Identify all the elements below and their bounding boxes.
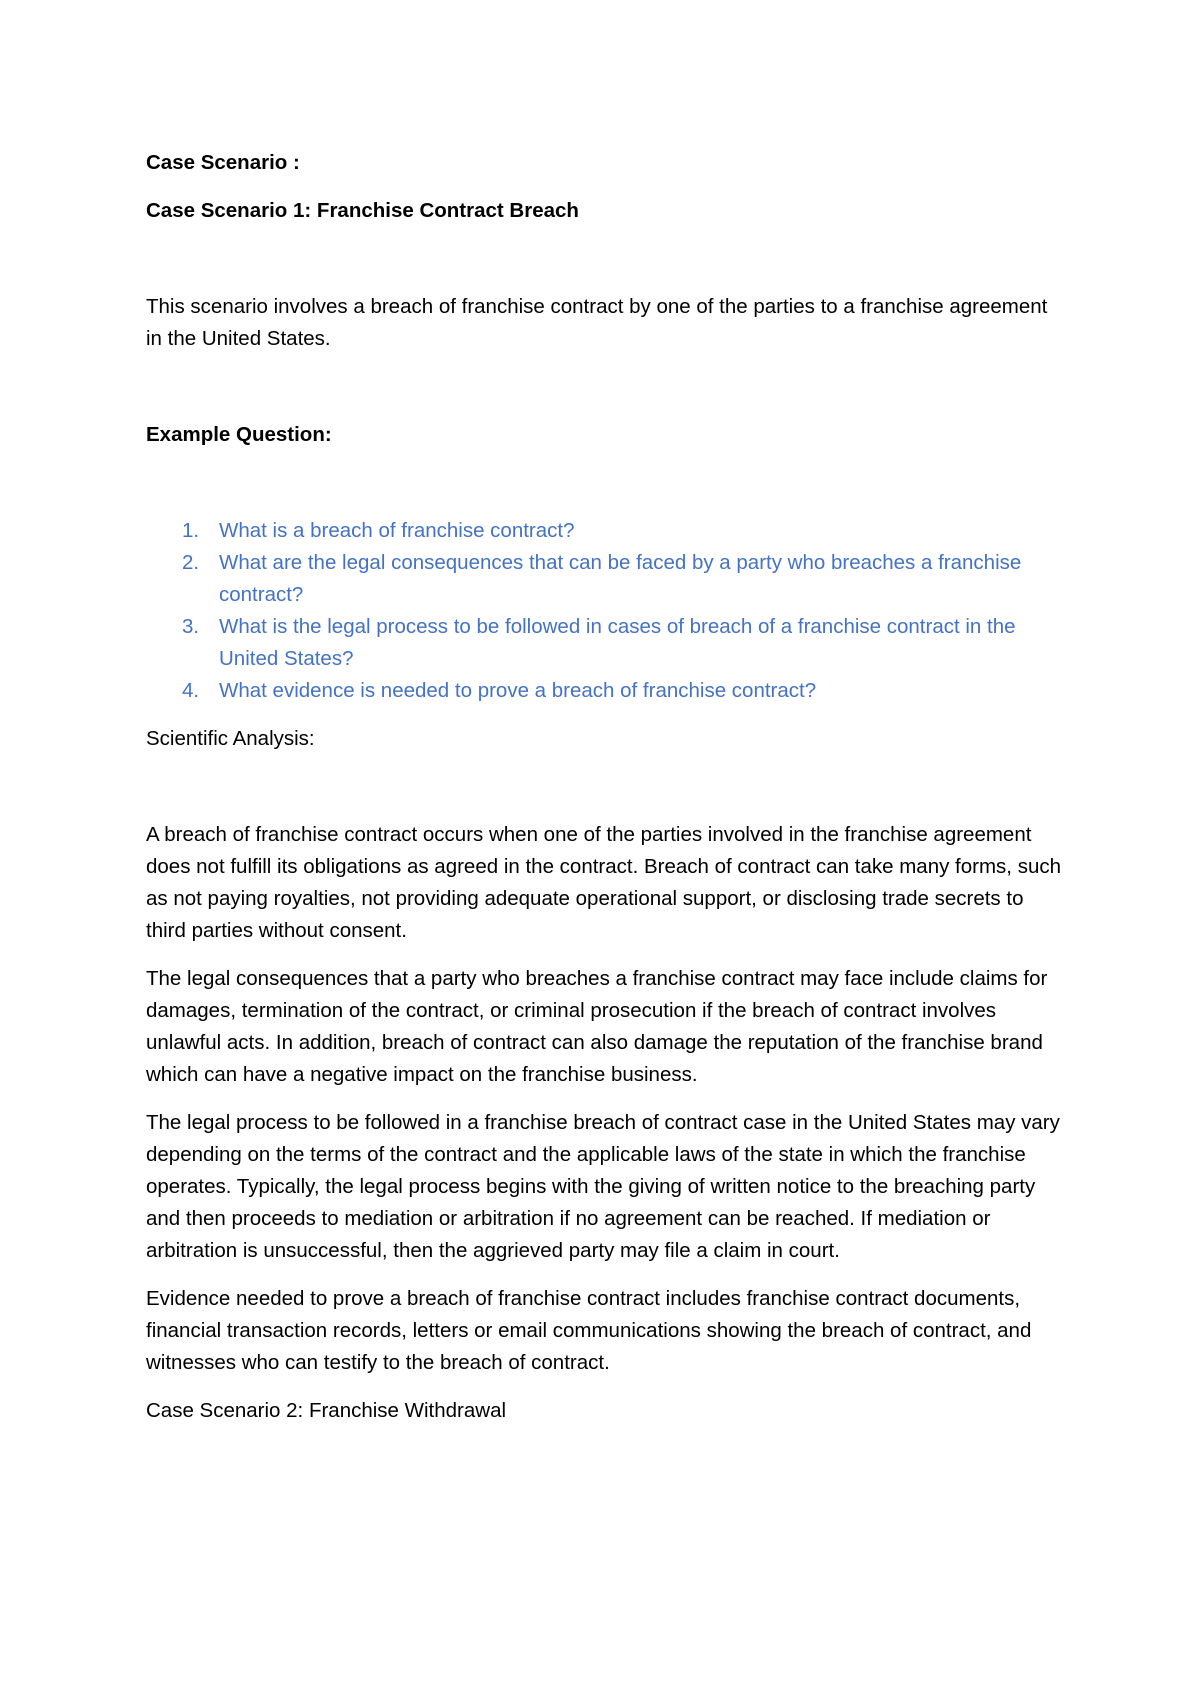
intro-paragraph: This scenario involves a breach of franchise contract by one of the parties to a franchise agreement in the United States. xyxy=(146,295,1048,350)
question-text: What are the legal consequences that can be faced by a party who breaches a franchise contract? xyxy=(219,551,1022,606)
question-item xyxy=(182,611,1066,675)
document-content xyxy=(146,147,1066,1443)
question-item xyxy=(182,547,1066,611)
page-title: Case Scenario : xyxy=(146,151,300,174)
analysis-paragraph: A breach of franchise contract occurs when one of the parties involved in the franchise agreement does not fulfill its obligations as agreed in the contract. Breach of contract can take many forms, such as not paying royalties, not providing adequate operational support, or disclosing trade secrets to third parties without consent. xyxy=(146,823,1062,942)
question-text: What evidence is needed to prove a breach of franchise contract? xyxy=(219,679,817,702)
next-scenario-heading: Case Scenario 2: Franchise Withdrawal xyxy=(146,1399,507,1422)
analysis-paragraph: The legal process to be followed in a franchise breach of contract case in the United States may vary depending on the terms of the contract and the applicable laws of the state in which the franchise operates. Typically, the legal process begins with the giving of written notice to the breaching party and then proceeds to mediation or arbitration if no agreement can be reached. If mediation or arbitration is unsuccessful, then the aggrieved party may file a claim in court. xyxy=(146,1111,1060,1262)
question-number: 4. xyxy=(182,679,200,702)
question-number: 2. xyxy=(182,551,200,574)
question-text: What is a breach of franchise contract? xyxy=(219,519,575,542)
question-item xyxy=(182,675,1066,707)
scenario-title: Case Scenario 1: Franchise Contract Breach xyxy=(146,199,579,222)
question-number: 3. xyxy=(182,615,200,638)
example-question-label: Example Question: xyxy=(146,423,332,446)
analysis-heading: Scientific Analysis: xyxy=(146,727,315,750)
analysis-paragraph: The legal consequences that a party who breaches a franchise contract may face include claims for damages, termination of the contract, or criminal prosecution if the breach of contract involves unlawful acts. In addition, breach of contract can also damage the reputation of the franchise brand which can have a negative impact on the franchise business. xyxy=(146,967,1048,1086)
question-number: 1. xyxy=(182,519,200,542)
question-text: What is the legal process to be followed in cases of breach of a franchise contract in the United States? xyxy=(219,615,1016,670)
question-list xyxy=(146,515,1066,707)
question-item xyxy=(182,515,1066,547)
analysis-paragraph: Evidence needed to prove a breach of franchise contract includes franchise contract documents, financial transaction records, letters or email communications showing the breach of contract, and witnesses who can testify to the breach of contract. xyxy=(146,1287,1032,1374)
